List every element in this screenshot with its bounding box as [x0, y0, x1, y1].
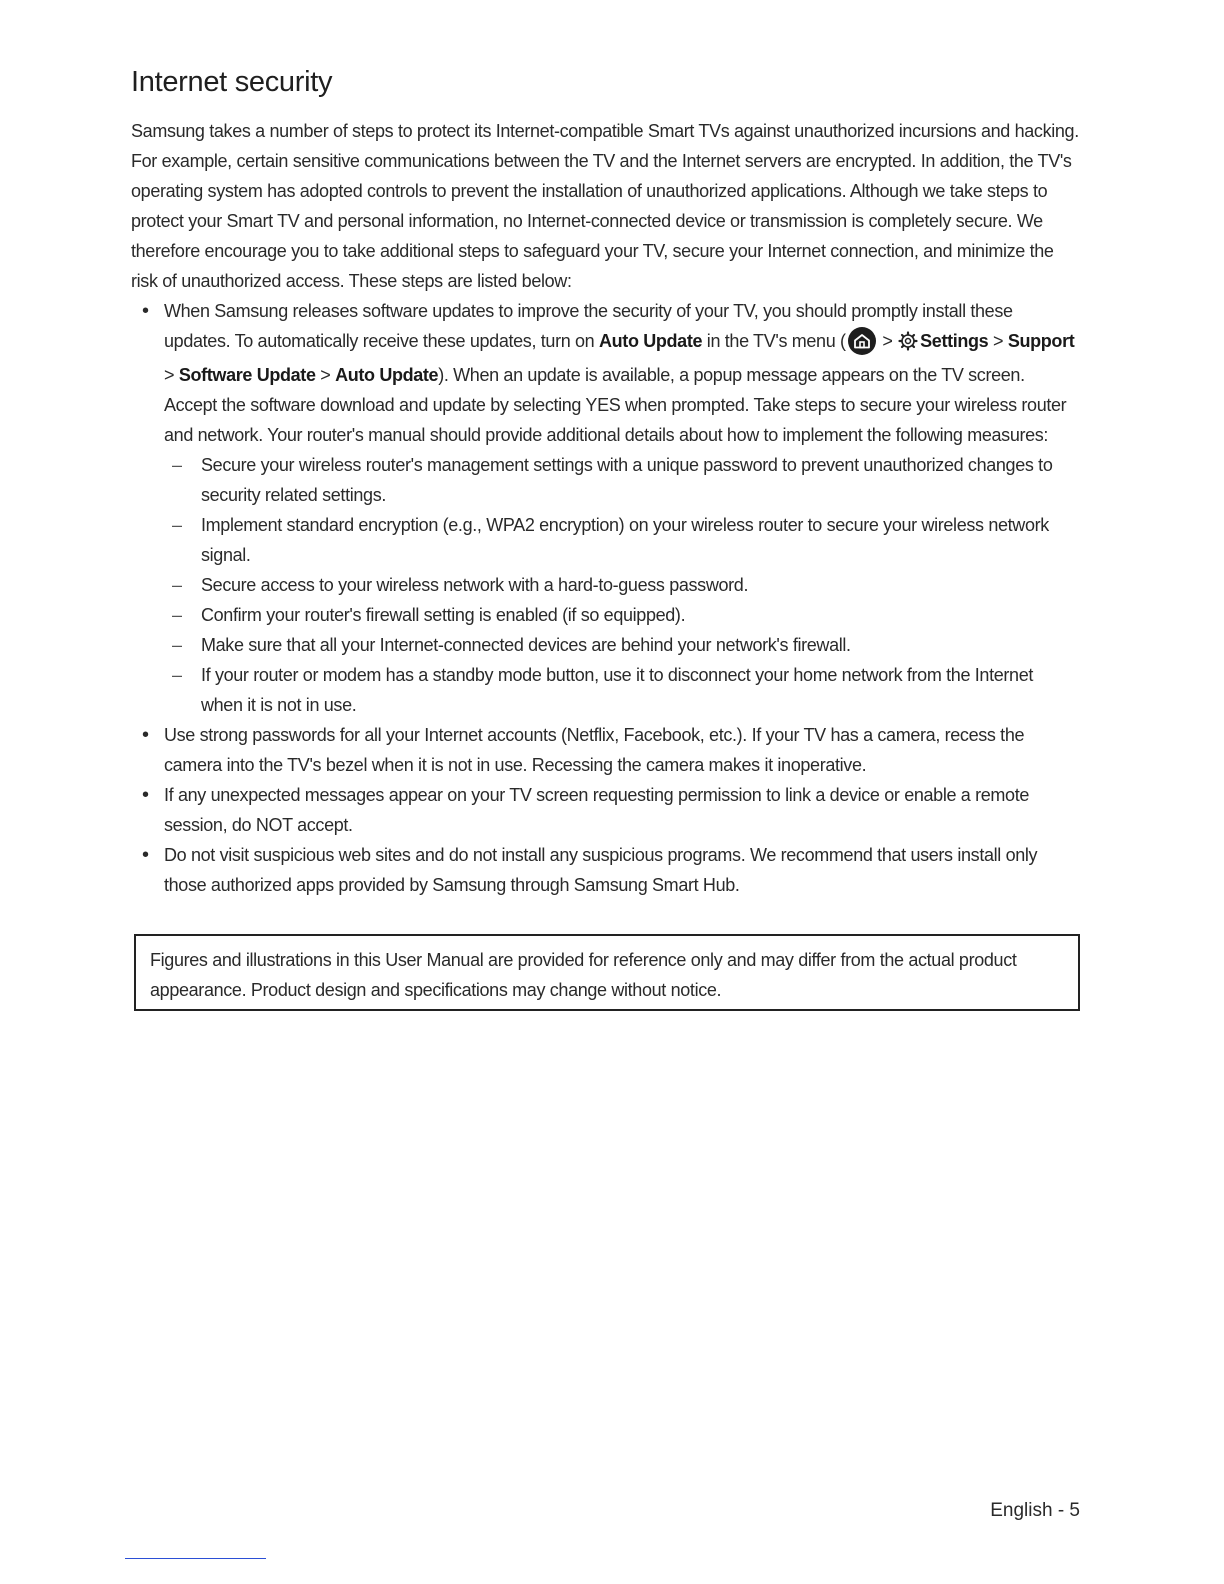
intro-paragraph: Samsung takes a number of steps to protect its Internet-compatible Smart TVs against unauthorized incursions and hacking. For example, certain sensitive communications between the TV and the Internet servers are encrypted. In addition, the TV's operating system has adopted controls to prevent the installation of unauthorized applications. Although we take steps to protect your Smart TV and personal information, no Internet-connected device or transmission is completely secure. We therefore encourage you to take additional steps to safeguard your TV, secure your Internet connection, and minimize the risk of unauthorized access. These steps are listed below:: [131, 121, 1079, 291]
list-item-unexpected-messages: • If any unexpected messages appear on your TV screen requesting permission to link a device or enable a remote session, do NOT accept.: [131, 780, 1076, 840]
page-title: Internet security: [131, 66, 333, 98]
bullet1-text-a: When Samsung releases software updates to improve the security of your TV, you should promptly install these updates. To automatically receive these updates, turn on: [164, 301, 1013, 351]
path-separator: >: [315, 365, 336, 385]
router-measures-list: [164, 450, 1076, 720]
menu-settings: Settings: [920, 331, 989, 351]
list-item-suspicious-sites: • Do not visit suspicious web sites and do not install any suspicious programs. We recommend that users install only those authorized apps provided by Samsung through Samsung Smart Hub.: [131, 840, 1076, 900]
list-item: – Implement standard encryption (e.g., WPA2 encryption) on your wireless router to secure your wireless network signal.: [164, 510, 1076, 570]
path-separator: >: [988, 331, 1008, 351]
bullet1-text-b: in the TV's menu (: [702, 331, 846, 351]
footer-rule: [125, 1558, 266, 1559]
bullet1-text-c: ). When an update is available, a popup message appears on the TV screen. Accept the software download and update by selecting YES when prompted. Take steps to secure your wireless router and network. Your router's manual should provide additional details about how to implement the following measures:: [164, 365, 1067, 445]
disclaimer-note: Figures and illustrations in this User Manual are provided for reference only and may differ from the actual product appearance. Product design and specifications may change without notice.: [134, 934, 1080, 1011]
list-item: – If your router or modem has a standby mode button, use it to disconnect your home network from the Internet when it is not in use.: [164, 660, 1076, 720]
list-item-passwords: • Use strong passwords for all your Internet accounts (Netflix, Facebook, etc.). If your TV has a camera, recess the camera into the TV's bezel when it is not in use. Recessing the camera makes it inoperative.: [131, 720, 1076, 780]
path-separator: >: [164, 365, 179, 385]
path-separator: >: [877, 331, 898, 351]
auto-update-term: Auto Update: [599, 331, 703, 351]
list-item: – Secure access to your wireless network with a hard-to-guess password.: [164, 570, 1076, 600]
menu-software-update: Software Update: [178, 365, 316, 385]
list-item: – Make sure that all your Internet-connected devices are behind your network's firewall.: [164, 630, 1076, 660]
page-number: English - 5: [990, 1500, 1080, 1521]
list-item-software-updates: [131, 296, 1076, 720]
list-item: – Confirm your router's firewall setting is enabled (if so equipped).: [164, 600, 1076, 630]
gear-icon: [898, 330, 918, 360]
menu-auto-update: Auto Update: [335, 365, 439, 385]
list-item: – Secure your wireless router's management settings with a unique password to prevent unauthorized changes to security related settings.: [164, 450, 1076, 510]
menu-support: Support: [1007, 331, 1075, 351]
security-steps-list: [131, 296, 1076, 900]
home-icon: [848, 327, 876, 355]
